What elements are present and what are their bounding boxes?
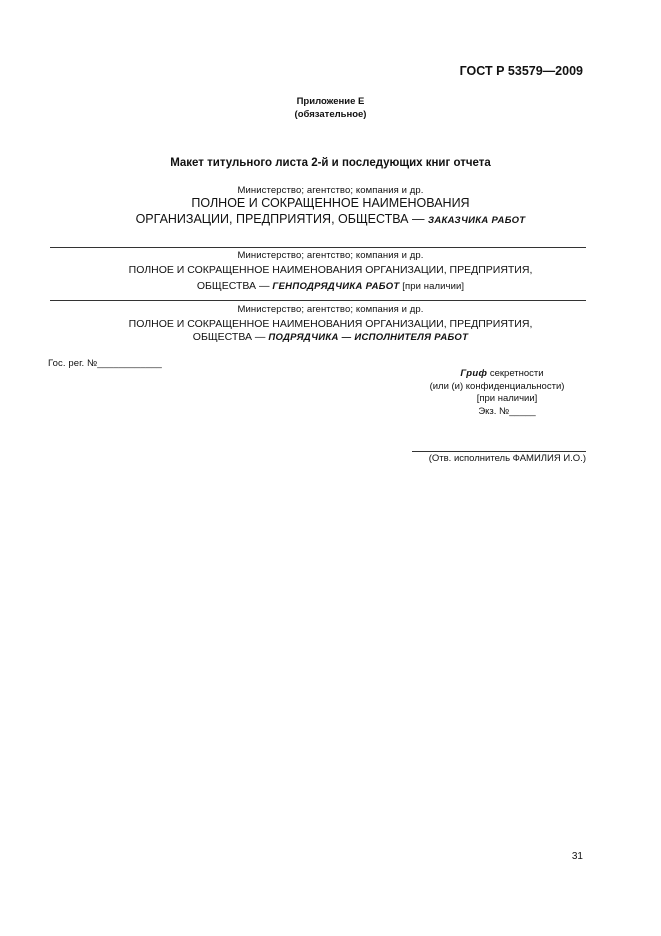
gencontractor-ministry-line: Министерство; агентство; компания и др. (237, 250, 424, 261)
classification-line3: [при наличии] (476, 393, 538, 404)
signature-line (412, 451, 586, 452)
gencontractor-name-prefix: ОБЩЕСТВА — (196, 280, 273, 292)
registration-number-field (48, 358, 162, 369)
copy-number-field (380, 406, 584, 419)
divider-line (50, 247, 586, 248)
gencontractor-name-line1: ПОЛНОЕ И СОКРАЩЕННОЕ НАИМЕНОВАНИЯ ОРГАНИЗАЦИИ, ПРЕДПРИЯТИЯ, (128, 264, 533, 276)
gencontractor-role: ГЕНПОДРЯДЧИКА РАБОТ (272, 281, 400, 292)
customer-name-line2 (0, 212, 661, 226)
registration-blank: ____________ (97, 358, 162, 369)
signature-caption: (Отв. исполнитель ФАМИЛИЯ И.О.) (428, 453, 586, 464)
customer-role: ЗАКАЗЧИКА РАБОТ (427, 215, 526, 226)
appendix-label: Приложение Е (296, 96, 365, 107)
copy-label: Экз. № (478, 405, 510, 417)
registration-label: Гос. рег. № (48, 358, 98, 369)
customer-ministry-line: Министерство; агентство; компания и др. (237, 185, 424, 196)
contractor-role: ПОДРЯДЧИКА — ИСПОЛНИТЕЛЯ РАБОТ (268, 332, 469, 343)
copy-blank: _____ (509, 405, 536, 417)
classification-line1-suffix: секретности (487, 368, 544, 379)
contractor-name-prefix: ОБЩЕСТВА — (192, 331, 269, 343)
appendix-status: (обязательное) (294, 109, 367, 120)
page-number: 31 (571, 851, 583, 862)
contractor-name-line2 (0, 331, 661, 343)
divider-line (50, 300, 586, 301)
standard-number: ГОСТ Р 53579—2009 (459, 64, 583, 78)
gencontractor-note: [при наличии] (399, 281, 465, 292)
contractor-name-line1: ПОЛНОЕ И СОКРАЩЕННОЕ НАИМЕНОВАНИЯ ОРГАНИЗАЦИИ, ПРЕДПРИЯТИЯ, (128, 318, 533, 330)
classification-line1 (380, 368, 584, 381)
classification-block (380, 368, 584, 418)
customer-name-line1: ПОЛНОЕ И СОКРАЩЕННОЕ НАИМЕНОВАНИЯ (191, 196, 470, 210)
gencontractor-name-line2 (0, 280, 661, 292)
classification-emph: Гриф (460, 368, 488, 379)
contractor-ministry-line: Министерство; агентство; компания и др. (237, 304, 424, 315)
customer-name-prefix: ОРГАНИЗАЦИИ, ПРЕДПРИЯТИЯ, ОБЩЕСТВА — (135, 212, 428, 226)
page-title: Макет титульного листа 2-й и последующих книг отчета (170, 157, 491, 169)
classification-line2: (или (и) конфиденциальности) (429, 380, 565, 392)
